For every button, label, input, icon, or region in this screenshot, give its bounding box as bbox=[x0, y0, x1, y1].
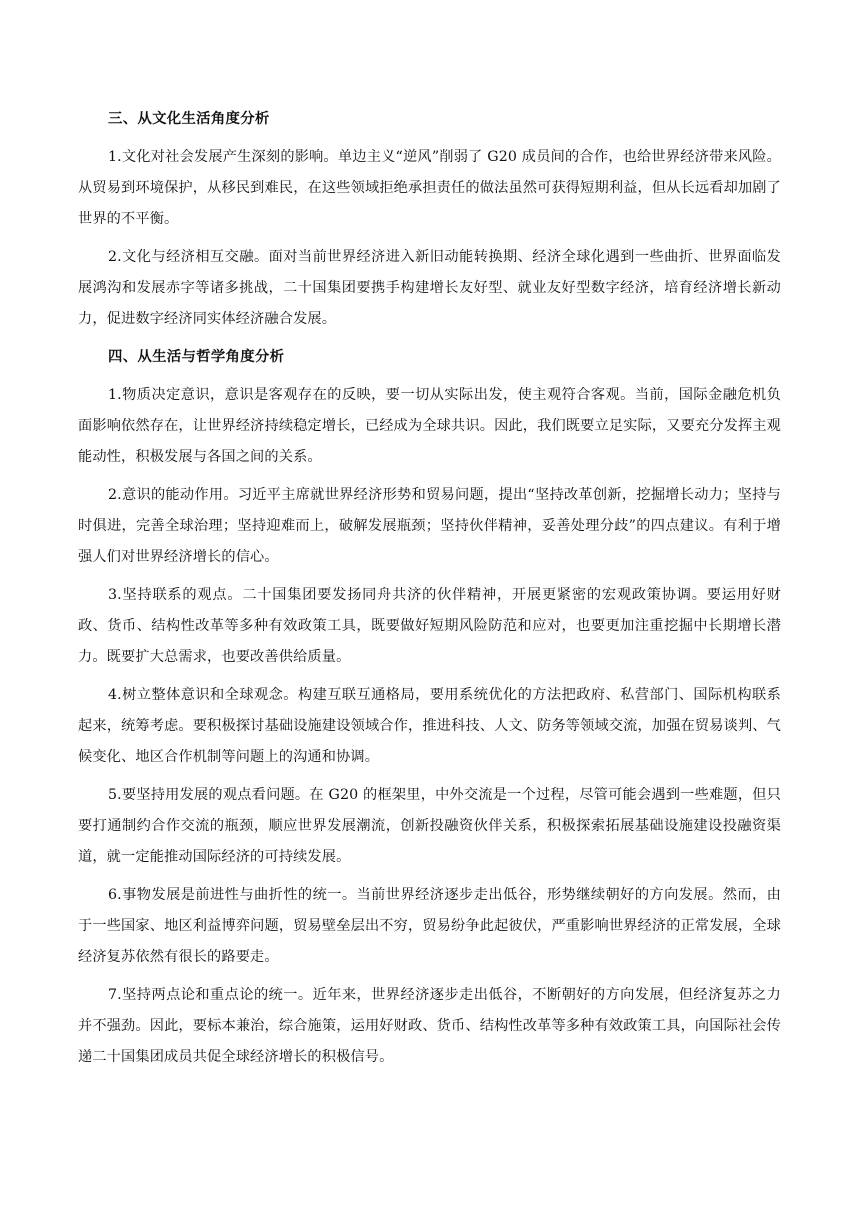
section-culture bbox=[78, 104, 781, 335]
paragraph: 6.事物发展是前进性与曲折性的统一。当前世界经济逐步走出低谷，形势继续朝好的方向发展。然而，由于一些国家、地区利益博弈问题，贸易壁垒层出不穷，贸易纷争此起彼伏，严重影响世界经济的正常发展，全球经济复苏依然有很长的路要走。 bbox=[78, 887, 781, 965]
paragraph: 1.物质决定意识，意识是客观存在的反映，要一切从实际出发，使主观符合客观。当前，国际金融危机负面影响依然存在，让世界经济持续稳定增长，已经成为全球共识。因此，我们既要立足实际，又要充分发挥主观能动性，积极发展与各国之间的关系。 bbox=[78, 387, 781, 465]
paragraph: 3.坚持联系的观点。二十国集团要发扬同舟共济的伙伴精神，开展更紧密的宏观政策协调。要运用好财政、货币、结构性改革等多种有效政策工具，既要做好短期风险防范和应对，也要更加注重挖掘中长期增长潜力。既要扩大总需求，也要改善供给质量。 bbox=[78, 587, 781, 665]
section-heading: 三、从文化生活角度分析 bbox=[108, 111, 270, 127]
paragraph: 7.坚持两点论和重点论的统一。近年来，世界经济逐步走出低谷，不断朝好的方向发展，但经济复苏之力并不强劲。因此，要标本兼治，综合施策，运用好财政、货币、结构性改革等多种有效政策工具，向国际社会传递二十国集团成员共促全球经济增长的积极信号。 bbox=[78, 987, 781, 1065]
document-body bbox=[78, 104, 781, 1080]
section-heading: 四、从生活与哲学角度分析 bbox=[108, 349, 285, 365]
paragraph: 2.文化与经济相互交融。面对当前世界经济进入新旧动能转换期、经济全球化遇到一些曲折、世界面临发展鸿沟和发展赤字等诸多挑战，二十国集团要携手构建增长友好型、就业友好型数字经济，培育经济增长新动力，促进数字经济同实体经济融合发展。 bbox=[78, 249, 781, 327]
paragraph: 4.树立整体意识和全球观念。构建互联互通格局，要用系统优化的方法把政府、私营部门、国际机构联系起来，统筹考虑。要积极探讨基础设施建设领域合作，推进科技、人文、防务等领域交流，加强在贸易谈判、气候变化、地区合作机制等问题上的沟通和协调。 bbox=[78, 687, 781, 765]
section-philosophy bbox=[78, 342, 781, 1073]
paragraph: 2.意识的能动作用。习近平主席就世界经济形势和贸易问题，提出“坚持改革创新，挖掘增长动力；坚持与时俱进，完善全球治理；坚持迎难而上，破解发展瓶颈；坚持伙伴精神，妥善处理分歧”的四点建议。有利于增强人们对世界经济增长的信心。 bbox=[78, 487, 781, 565]
paragraph: 5.要坚持用发展的观点看问题。在 G20 的框架里，中外交流是一个过程，尽管可能会遇到一些难题，但只要打通制约合作交流的瓶颈，顺应世界发展潮流，创新投融资伙伴关系，积极探索拓展基础设施建设投融资渠道，就一定能推动国际经济的可持续发展。 bbox=[78, 787, 781, 865]
paragraph: 1.文化对社会发展产生深刻的影响。单边主义“逆风”削弱了 G20 成员间的合作，也给世界经济带来风险。从贸易到环境保护，从移民到难民，在这些领域拒绝承担责任的做法虽然可获得短期利益，但从长远看却加剧了世界的不平衡。 bbox=[78, 149, 781, 227]
